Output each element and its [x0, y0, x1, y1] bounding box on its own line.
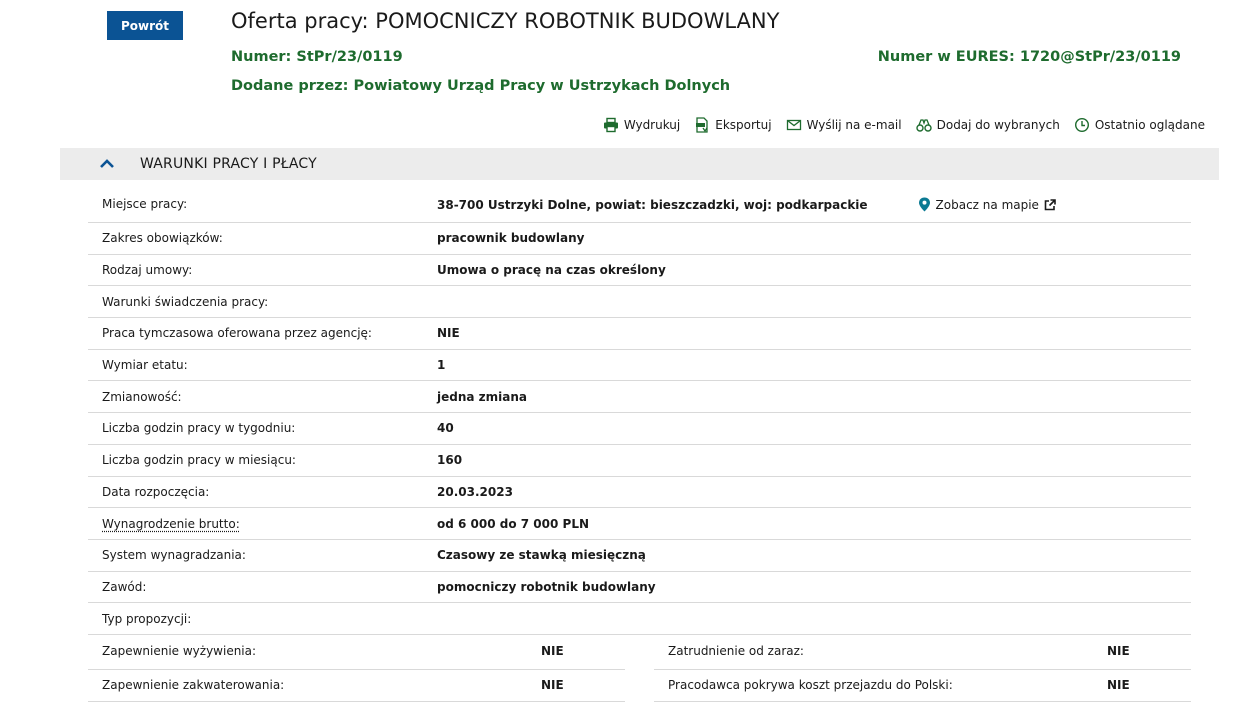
- table-row: [88, 413, 1191, 445]
- row-label: Praca tymczasowa oferowana przez agencję:: [102, 326, 372, 341]
- eures-number-value: 1720@StPr/23/0119: [1019, 49, 1181, 65]
- proposal-left-column: [88, 635, 625, 702]
- row-value: 160: [437, 453, 463, 468]
- chevron-up-icon[interactable]: [98, 155, 116, 173]
- table-row: [88, 477, 1191, 509]
- printer-icon: [603, 117, 619, 133]
- export-button[interactable]: [694, 117, 771, 133]
- see-on-map-link[interactable]: [918, 197, 1056, 212]
- table-row: [654, 635, 1191, 670]
- row-label: Zawód:: [102, 579, 147, 594]
- table-row: [88, 188, 1191, 223]
- work-conditions-table: [88, 188, 1191, 702]
- offer-number: [231, 49, 403, 65]
- export-label: Eksportuj: [715, 118, 772, 132]
- row-label: Zapewnienie wyżywienia:: [102, 643, 257, 658]
- row-label: Pracodawca pokrywa koszt przejazdu do Polski:: [668, 678, 953, 693]
- row-label: Rodzaj umowy:: [102, 263, 193, 278]
- row-label: Wymiar etatu:: [102, 358, 188, 373]
- table-row: [88, 445, 1191, 477]
- row-label: Liczba godzin pracy w miesiącu:: [102, 453, 296, 468]
- pdf-icon: [694, 117, 710, 133]
- row-label: Liczba godzin pracy w tygodniu:: [102, 421, 296, 436]
- row-label: Zmianowość:: [102, 389, 182, 404]
- table-row: [88, 603, 1191, 635]
- see-on-map-label: Zobacz na mapie: [935, 197, 1039, 212]
- row-label: Data rozpoczęcia:: [102, 484, 210, 499]
- proposal-type-grid: [88, 635, 1191, 702]
- row-label: Zapewnienie zakwaterowania:: [102, 678, 285, 693]
- offer-number-label: Numer:: [231, 49, 292, 65]
- row-value: NIE: [1107, 678, 1130, 693]
- row-value: pracownik budowlany: [437, 231, 585, 246]
- table-row: [88, 508, 1191, 540]
- table-row: [88, 223, 1191, 255]
- email-label: Wyślij na e-mail: [806, 118, 902, 132]
- section-title: WARUNKI PRACY I PŁACY: [140, 156, 317, 172]
- eures-number: [878, 49, 1181, 65]
- map-pin-icon: [918, 197, 931, 212]
- row-label: Zakres obowiązków:: [102, 231, 223, 246]
- workplace-value: 38-700 Ustrzyki Dolne, powiat: bieszczadzki, woj: podkarpackie: [437, 197, 868, 212]
- back-button[interactable]: Powrót: [107, 11, 183, 40]
- row-value: NIE: [1107, 643, 1130, 658]
- row-value: pomocniczy robotnik budowlany: [437, 579, 656, 594]
- envelope-icon: [786, 117, 802, 133]
- added-by: [231, 78, 730, 94]
- row-value: 20.03.2023: [437, 484, 513, 499]
- email-button[interactable]: [786, 117, 902, 133]
- row-label: System wynagradzania:: [102, 548, 246, 563]
- print-label: Wydrukuj: [623, 118, 681, 132]
- row-value: NIE: [541, 678, 564, 693]
- row-value: 1: [437, 358, 446, 373]
- section-header-work-conditions[interactable]: [60, 148, 1219, 180]
- table-row: [88, 350, 1191, 382]
- row-label: Warunki świadczenia pracy:: [102, 294, 269, 309]
- added-by-label: Dodane przez:: [231, 78, 349, 94]
- row-value: jedna zmiana: [437, 389, 527, 404]
- row-value: Czasowy ze stawką miesięczną: [437, 548, 646, 563]
- row-value: NIE: [437, 326, 460, 341]
- salary-tooltip-label[interactable]: Wynagrodzenie brutto:: [102, 516, 240, 531]
- recently-viewed-button[interactable]: [1074, 117, 1205, 133]
- added-by-value: Powiatowy Urząd Pracy w Ustrzykach Dolnych: [353, 78, 731, 94]
- row-value: 40: [437, 421, 454, 436]
- print-button[interactable]: [603, 117, 680, 133]
- table-row: [88, 540, 1191, 572]
- binoculars-icon: [916, 117, 932, 133]
- table-row: [88, 572, 1191, 604]
- proposal-right-column: [654, 635, 1191, 702]
- recently-viewed-label: Ostatnio oglądane: [1094, 118, 1205, 132]
- page-title: Oferta pracy: POMOCNICZY ROBOTNIK BUDOWLANY: [231, 9, 780, 33]
- table-row: [88, 255, 1191, 287]
- add-favorite-label: Dodaj do wybranych: [936, 118, 1060, 132]
- offer-number-value: StPr/23/0119: [296, 49, 403, 65]
- row-label: [88, 517, 437, 531]
- table-row: [88, 381, 1191, 413]
- row-value: Umowa o pracę na czas określony: [437, 263, 666, 278]
- table-row: [88, 635, 625, 670]
- row-label: Miejsce pracy:: [102, 197, 188, 211]
- external-link-icon: [1044, 199, 1056, 211]
- table-row: [88, 318, 1191, 350]
- table-row: [654, 670, 1191, 702]
- eures-number-label: Numer w EURES:: [877, 49, 1015, 65]
- toolbar: [603, 117, 1205, 133]
- row-label: Typ propozycji:: [102, 611, 192, 626]
- row-value: od 6 000 do 7 000 PLN: [437, 516, 590, 531]
- clock-icon: [1074, 117, 1090, 133]
- add-favorite-button[interactable]: [916, 117, 1060, 133]
- row-label: Zatrudnienie od zaraz:: [668, 643, 804, 658]
- table-row: [88, 670, 625, 702]
- table-row: [88, 286, 1191, 318]
- row-value: NIE: [541, 643, 564, 658]
- row-value: [437, 197, 1056, 212]
